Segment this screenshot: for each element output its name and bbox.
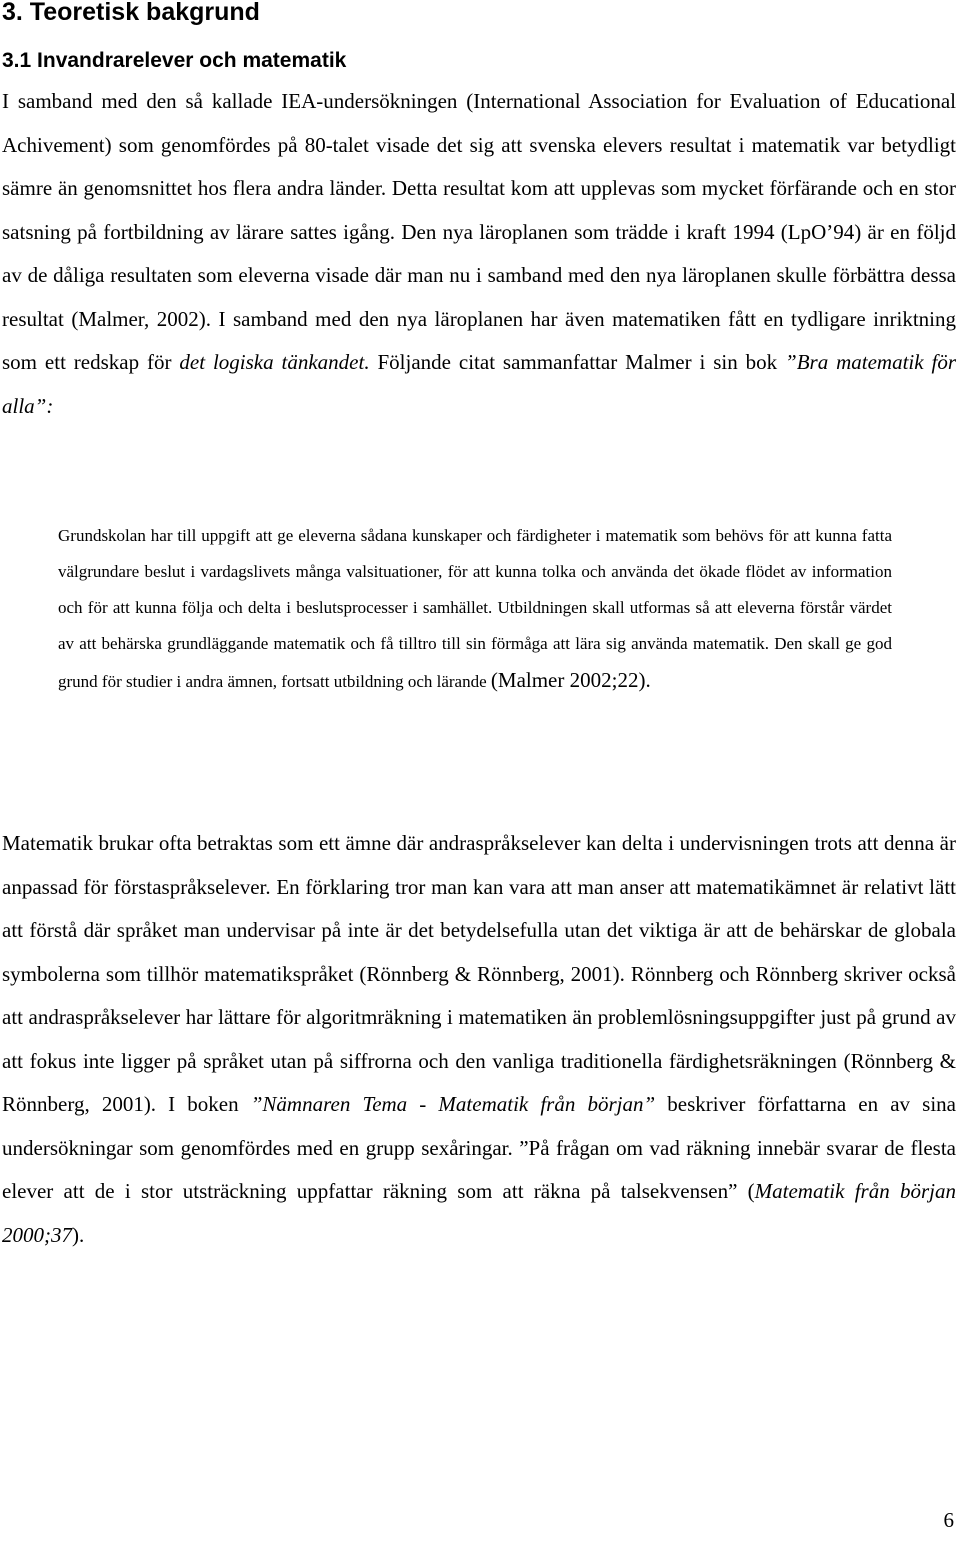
subsection-heading: 3.1 Invandrarelever och matematik bbox=[2, 49, 347, 72]
page-number: 6 bbox=[943, 1508, 954, 1532]
paragraph-second-italic-b: Matematik från början 2000;37 bbox=[2, 1179, 956, 1247]
block-quote-text: Grundskolan har till uppgift att ge eleverna sådana kunskaper och färdigheter i matematik som behövs för att kunna fatta välgrundare beslut i vardagslivets många valsituationer, för att kunna tolka och använda det ökade flödet av information och för att kunna följa och delta i beslutsprocesser i samhället. Utbildningen skall utformas så att eleverna förstår värdet av att behärska grundläggande matematik och få tilltro till sin förmåga att lära sig använda matematik. Den skall ge god grund för studier i andra ämnen, fortsatt utbildning och lärande bbox=[58, 526, 892, 691]
block-quote bbox=[58, 518, 892, 700]
section-heading: 3. Teoretisk bakgrund bbox=[2, 0, 260, 26]
paragraph-second-italic-a: ”Nämnaren Tema - Matematik från början” bbox=[250, 1092, 656, 1116]
paragraph-second-text-c: ). bbox=[72, 1222, 85, 1247]
paragraph-intro-text-b: Följande citat sammanfattar Malmer i sin bok bbox=[369, 350, 786, 374]
paragraph-second-text-a: Matematik brukar ofta betraktas som ett ämne där andraspråkselever kan delta i undervisningen trots att denna är anpassad för förstaspråkselever. En förklaring tror man kan vara att man anser att matematikämnet är relativt lätt att förstå där språket man undervisar på inte är det betydelsefulla utan det viktiga är att de behärskar de globala symbolerna som tillhör matematikspråket (Rönnberg & Rönnberg, 2001). Rönnberg och Rönnberg skriver också att andraspråkselever har lättare för algoritmräkning i matematiken än problemlösningsuppgifter just på grund av att fokus inte ligger på språket utan på siffrorna och den vanliga traditionella färdighetsräkningen (Rönnberg & Rönnberg, 2001). I boken bbox=[2, 831, 956, 1116]
paragraph-intro-italic-a: det logiska tänkandet. bbox=[179, 350, 370, 374]
block-quote-citation: (Malmer 2002;22). bbox=[490, 668, 651, 692]
book-title-italic: ”Bra matematik för alla”: bbox=[2, 350, 956, 418]
paragraph-intro-text-a: I samband med den så kallade IEA-undersökningen (International Association for Evaluation of Educational Achivement) som genomfördes på 80-talet visade det sig att svenska elevers resultat i matematik var betydligt sämre än genomsnittet hos flera andra länder. Detta resultat kom att upplevas som mycket förfärande och en stor satsning på fortbildning av lärare sattes igång. Den nya läroplanen som trädde i kraft 1994 (LpO’94) är en följd av de dåliga resultaten som eleverna visade där man nu i samband med den nya läroplanen skulle förbättra dessa resultat (Malmer, 2002). I samband med den nya läroplanen har även matematiken fått en tydligare inriktning som ett redskap för bbox=[2, 89, 956, 374]
paragraph-intro bbox=[2, 80, 956, 428]
paragraph-second-language bbox=[2, 822, 956, 1257]
paragraph-second-text-b: beskriver författarna en av sina undersökningar som genomfördes med en grupp sexåringar. ”På frågan om vad räkning innebär svarar de flesta elever att de i stor utsträckning uppfattar räkning som att räkna på talsekvensen” ( bbox=[2, 1092, 956, 1203]
